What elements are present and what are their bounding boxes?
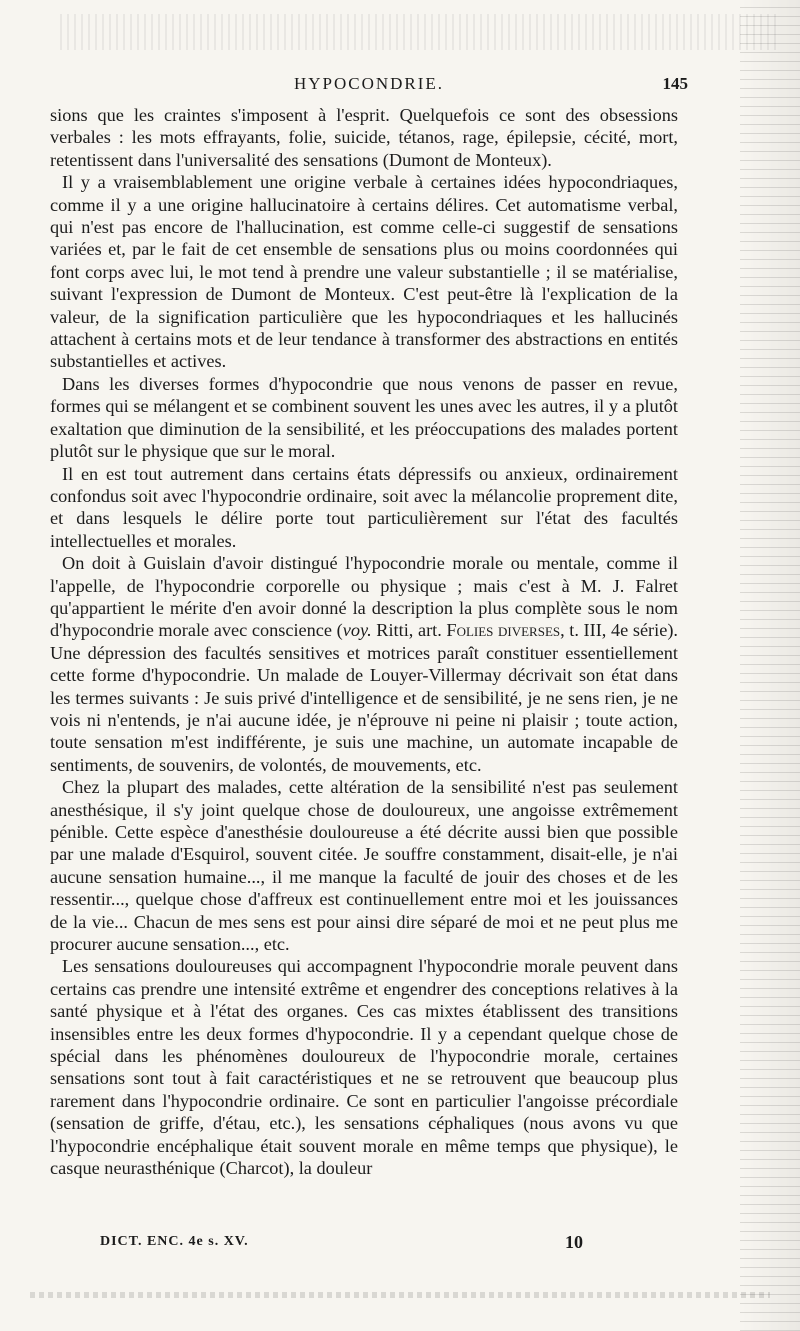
paragraph-7: Les sensations douloureuses qui accompagnent l'hypocondrie morale peuvent dans certains cas prendre une intensité extrême et engendrer des conceptions relatives à la santé physique et à l'état des organes. Ces cas mixtes établissent des transitions insensibles entre les deux formes d'hypocondrie. Il y a cependant quelque chose de spécial dans les phénomènes douloureux de l'hypocondrie morale, certaines sensations sont tout à fait caractéristiques et ne se retrouvent que beaucoup plus rarement dans l'hypocondrie ordinaire. Ce sont en particulier l'angoisse précordiale (sensation de griffe, d'étau, etc.), les sensations céphaliques (nous avons vu que l'hypocondrie encéphalique était souvent morale en même temps que physique), le casque neurasthénique (Charcot), la douleur [50, 956, 678, 1179]
page-number: 145 [662, 74, 688, 93]
paragraph-5 [50, 552, 678, 776]
paragraph-5-part-2: Ritti, art. [371, 620, 447, 641]
body-text [50, 104, 678, 1180]
page-header [50, 74, 688, 100]
paragraph-5-part-3: , t. III, 4e série). Une dépression des facultés sensitives et motrices paraît constituer essentiellement cette forme d'hypocondrie. Un malade de Louyer-Villermay décrivait son état dans les termes suivants : Je suis privé d'intelligence et de sensibilité, je ne sens rien, je ne vois ni n'entends, je n'ai aucune idée, je n'éprouve ni peine ni plaisir ; toute action, toute sensation m'est indifférente, je suis une machine, un automate incapable de sentiments, de souvenirs, de volontés, de mouvements, etc. [50, 620, 678, 775]
signature-number: 10 [565, 1232, 583, 1252]
scan-noise-bottom [30, 1292, 770, 1298]
paragraph-5-voy: voy. [342, 620, 372, 641]
paragraph-5-part-1: On doit à Guislain d'avoir distingué l'hypocondrie morale ou mentale, comme il l'appelle, de l'hypocondrie corporelle ou physique ; mais c'est à M. J. Falret qu'appartient le mérite d'en avoir donné la description la plus complète sous le nom d'hypocondrie morale avec conscience ( [50, 553, 678, 641]
paragraph-6: Chez la plupart des malades, cette altération de la sensibilité n'est pas seulement anesthésique, il s'y joint quelque chose de douloureux, une angoisse extrêmement pénible. Cette espèce d'anesthésie douloureuse a été décrite aussi bien que possible par une malade d'Esquirol, souvent citée. Je souffre constamment, disait-elle, je n'ai aucune sensation humaine..., il me manque la faculté de jouir des choses et de les ressentir..., quelque chose d'affreux est continuellement entre moi et les jouissances de la vie... Chacun de mes sens est pour ainsi dire séparé de moi et ne peut plus me procurer aucune sensation..., etc. [50, 777, 678, 955]
paragraph-1: sions que les craintes s'imposent à l'esprit. Quelquefois ce sont des obsessions verbales : les mots effrayants, folie, suicide, tétanos, rage, épilepsie, cécité, mort, retentissent dans l'universalité des sensations (Dumont de Monteux). [50, 105, 678, 170]
paragraph-2: Il y a vraisemblablement une origine verbale à certaines idées hypocondriaques, comme il y a une origine hallucinatoire à certains délires. Cet automatisme verbal, qui n'est pas encore de l'hallucination, est comme celle-ci suggestif de sensations variées et, par le fait de cet ensemble de sensations plus ou moins coordonnées qui font corps avec lui, le mot tend à prendre une valeur substantielle ; il se matérialise, suivant l'expression de Dumont de Monteux. C'est peut-être là l'explication de la valeur, de la signification particulière que les hypocondriaques et les hallucinés attachent à certains mots et de leur tendance à transformer des abstractions en entités substantielles et actives. [50, 172, 678, 372]
signature-mark: DICT. ENC. 4e s. XV. [100, 1234, 249, 1249]
paragraph-4: Il en est tout autrement dans certains états dépressifs ou anxieux, ordinairement confondus soit avec l'hypocondrie ordinaire, soit avec la mélancolie proprement dite, et dans lesquels le délire porte tout particulièrement sur l'état des facultés intellectuelles et morales. [50, 463, 678, 551]
scan-noise-top [60, 14, 780, 50]
scan-edge-right [740, 0, 800, 1331]
running-head: HYPOCONDRIE. [293, 74, 445, 93]
paragraph-5-small-caps: Folies diverses [446, 620, 561, 641]
page-footer [100, 1234, 600, 1258]
paragraph-3: Dans les diverses formes d'hypocondrie que nous venons de passer en revue, formes qui se mélangent et se combinent souvent les unes avec les autres, il y a plutôt exaltation que diminution de la sensibilité, et les préoccupations des malades portent plutôt sur le physique que sur le moral. [50, 373, 678, 462]
